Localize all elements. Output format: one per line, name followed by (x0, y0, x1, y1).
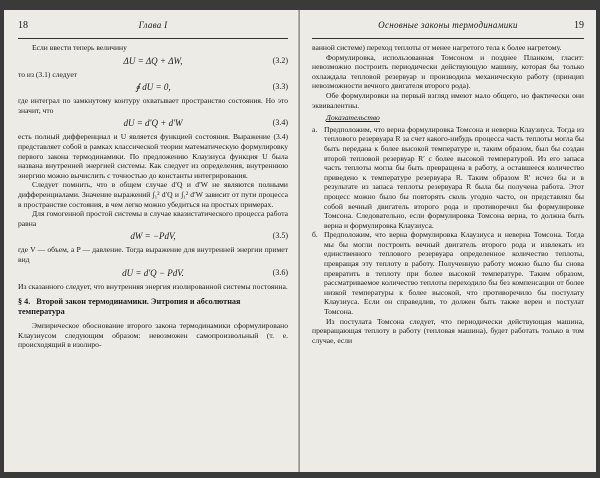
equation-number: (3.2) (272, 55, 288, 65)
list-item-text: Предположим, что верна формулировка Томсона и неверна Клаузиуса. Тогда из теплового резервуара R за счет какого-нибудь процесса часть теплоты могла бы быть передана к более высокой температуре и, таким образом, был бы создан второй тепловой резервуар R′ с более высокой температурой. Из его запаса часть теплоты могла бы быть превращена в работу, а оставшееся количество приведено к температуре резервуара R. Таким образом R′ исчез бы и в результате из запаса теплоты резервуара R была бы получена работа. Этот процесс можно было бы повторять сколь угодно часто, он представлял бы собой вечный двигатель второго рода и противоречил бы формулировке Томсона. Следовательно, если формулировка Томсона верна, то должна быть верна и формулировка Клаузиуса. (324, 124, 584, 230)
paragraph: ванной системе) переход теплоты от менее нагретого тела к более нагретому. (312, 43, 562, 52)
proof-label: Доказательство (326, 113, 380, 123)
list-item (312, 230, 584, 316)
equation (18, 265, 288, 282)
equation-number: (3.6) (272, 267, 288, 277)
paragraph: Следует помнить, что в общем случае d′Q и d′W не являются полными дифференциалами. Значение выражений ∫₁² d′Q и ∫₁² d′W зависит от пути процесса в пространстве состояния, в чем легко можно убедиться на простых примерах. (18, 180, 288, 209)
paragraph: то из (3.1) следует (18, 69, 78, 79)
paragraph: есть полный дифференциал и U является функцией состояния. Выражение (3.4) представляет собой в рамках классической теории математическую формулировку первого закона термодинамики. По предложению Клаузиуса функция U была названа внутренней энергией системы. Как следует из определения, внутреннюю энергию можно вычислить с точностью до константы интегрирования. (18, 132, 288, 180)
section-title: Второй закон термодинамики. Энтропия и абсолютная температура (18, 297, 241, 317)
list-item-text: Предположим, что верна формулировка Клаузиуса и неверна Томсона. Тогда мы бы могли построить вечный двигатель второго рода и извлекать из единственного теплового резервуара определенное количество теплоты, превращая эту теплоту в работу. Полученную работу можно было бы снова превратить в теплоту при более высокой температуре. Таким образом, рассматриваемое количество теплоты переходило бы без компенсации от более низкой температуры к более высокой, что противоречило бы постулату Клаузиуса. Если он справедлив, то должен быть также верен и постулат Томсона. (324, 230, 584, 317)
paragraph: где V — объем, а P — давление. Тогда выражение для внутренней энергии примет вид (18, 245, 288, 264)
equation (18, 115, 288, 132)
page-number: 19 (574, 20, 584, 31)
header-rule (18, 38, 288, 39)
left-page (4, 10, 300, 472)
right-page-header (312, 20, 584, 36)
equation-formula: ∮ dU = 0, (135, 82, 171, 93)
left-page-header (18, 20, 288, 36)
header-rule (312, 38, 584, 39)
equation-number: (3.5) (272, 231, 288, 241)
list-marker: б. (312, 230, 318, 240)
paragraph: где интеграл по замкнутому контуру охватывает пространство состояния. Но это значит, что (18, 96, 288, 115)
equation (18, 53, 288, 70)
running-title: Глава I (138, 20, 168, 30)
equation (18, 79, 288, 96)
equation (18, 228, 288, 245)
equation-number: (3.4) (272, 118, 288, 128)
equation-formula: ΔU = ΔQ + ΔW, (123, 55, 183, 66)
paragraph: Для гомогенной простой системы в случае квазистатического процесса работа равна (18, 209, 288, 228)
paragraph: Из постулата Томсона следует, что периодически действующая машина, превращающая теплоту в работу (тепловая машина), будет работать только в том случае, если (312, 316, 584, 345)
list-item (312, 125, 584, 231)
paragraph: Обе формулировки на первый взгляд имеют мало общего, но фактически они эквивалентны. (312, 90, 584, 110)
paragraph: Если ввести теперь величину (32, 43, 127, 52)
paragraph: Эмпирическое обоснование второго закона термодинамики сформулировано Клаузиусом следующим образом: невозможен самопроизвольный (т. е. происходящий в изолиро- (18, 321, 288, 350)
list-marker: а. (312, 124, 318, 134)
equation-formula: dW = −PdV, (130, 231, 176, 242)
equation-number: (3.3) (272, 82, 288, 92)
right-page (300, 10, 596, 472)
equation-formula: dU = d′Q + d′W (123, 118, 183, 129)
paragraph: Из сказанного следует, что внутренняя энергия изолированной системы постоянна. (18, 281, 288, 291)
running-title: Основные законы термодинамики (378, 20, 518, 30)
section-heading (18, 297, 288, 317)
page-number: 18 (18, 20, 28, 31)
section-label: § 4. (18, 297, 31, 307)
equation-formula: dU = d′Q − PdV. (122, 267, 184, 278)
paragraph: Формулировка, использованная Томсоном и позднее Планком, гласит: невозможно построить периодически действующую машину, которая бы только охлаждала тепловой резервуар и производила механическую работу (принцип невозможности вечного двигателя второго рода). (312, 52, 584, 91)
